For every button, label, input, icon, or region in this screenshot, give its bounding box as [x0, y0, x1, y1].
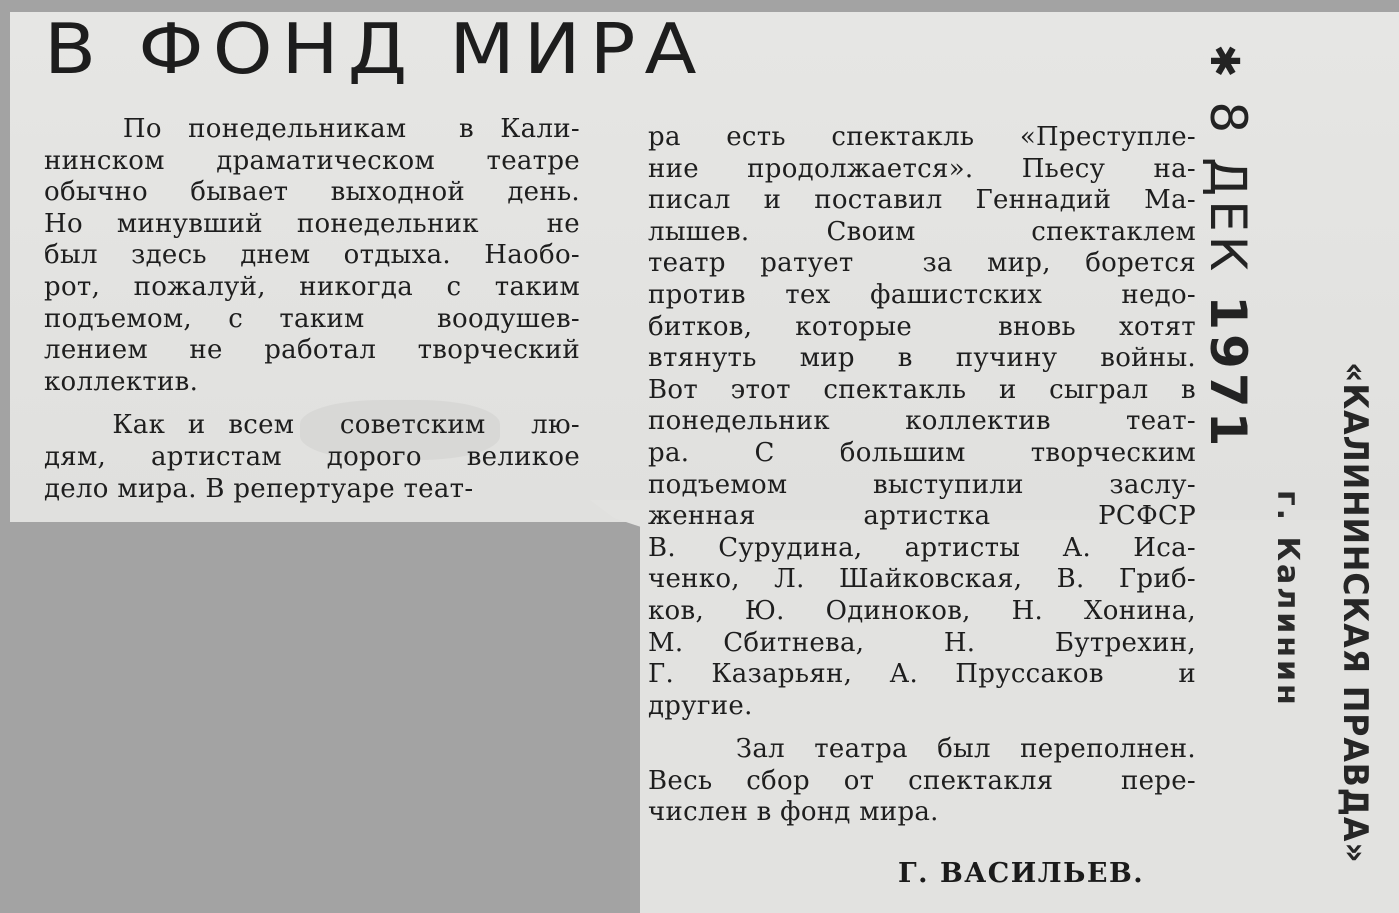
article-text-line: другие.	[648, 690, 753, 721]
article-text-line: писал и поставил Геннадий Ма-	[648, 185, 1196, 216]
article-text-line: обычно бывает выходной день.	[44, 177, 580, 208]
article-text-line: против тех фашистских недо-	[648, 279, 1196, 310]
article-text-line: втянуть мир в пучину войны.	[648, 343, 1196, 374]
article-text-line: По понедельникам в Кали-	[44, 114, 580, 144]
date-stamp-month: ДЕК	[1199, 157, 1257, 276]
article-text-line: ков, Ю. Одиноков, Н. Хонина,	[648, 595, 1196, 626]
article-text-line: Зал театра был переполнен.	[648, 734, 1196, 765]
article-text-line: Вот этот спектакль и сыграл в	[648, 374, 1196, 405]
article-text-line: ра. С большим творческим	[648, 437, 1196, 468]
article-text-line: ченко, Л. Шайковская, В. Гриб-	[648, 564, 1196, 595]
article-text-line: Весь сбор от спектакля пере-	[648, 765, 1196, 796]
article-text-line: Как и всем советским лю-	[44, 410, 580, 441]
paragraph-gap	[44, 398, 580, 410]
article-text-line: понедельник коллектив теат-	[648, 406, 1196, 437]
city-stamp: г. Калинин	[1270, 490, 1305, 708]
article-text-line: театр ратует за мир, борется	[648, 248, 1196, 279]
article-text-line: подъемом, с таким воодушев-	[44, 303, 580, 334]
article-headline: В ФОНД МИРА	[44, 7, 706, 90]
date-stamp-mark: ✱	[1201, 44, 1247, 82]
article-text-line: лением не работал творческий	[44, 335, 580, 366]
article-text-line: подъемом выступили заслу-	[648, 469, 1196, 500]
article-text-line: женная артистка РСФСР	[648, 501, 1196, 532]
article-text-line: В. Сурудина, артисты А. Иса-	[648, 532, 1196, 563]
article-text-line: рот, пожалуй, никогда с таким	[44, 271, 580, 302]
date-stamp-year: 1971	[1199, 295, 1257, 451]
date-stamp	[1199, 44, 1257, 451]
article-text-line: коллектив.	[44, 366, 199, 397]
article-text-line: числен в фонд мира.	[648, 797, 939, 828]
article-text-line: Г. Казарьян, А. Пруссаков и	[648, 659, 1196, 690]
article-text-line: лышев. Своим спектаклем	[648, 216, 1196, 247]
article-text-line: Но минувший понедельник не	[44, 208, 580, 239]
paragraph-gap	[648, 722, 1196, 734]
article-text-line: ра есть спектакль «Преступле-	[648, 122, 1196, 152]
newspaper-name-stamp: «КАЛИНИНСКАЯ ПРАВДА»	[1335, 362, 1375, 864]
article-text-line: был здесь днем отдыха. Наобо-	[44, 240, 580, 271]
article-signature: Г. ВАСИЛЬЕВ.	[898, 858, 1145, 889]
date-stamp-day: 8	[1199, 101, 1257, 138]
article-text-line: нинском драматическом театре	[44, 145, 580, 176]
article-text-line: дям, артистам дорого великое	[44, 441, 580, 472]
article-text-line: битков, которые вновь хотят	[648, 311, 1196, 342]
article-text-line: М. Сбитнева, Н. Бутрехин,	[648, 627, 1196, 658]
article-text-line: ние продолжается». Пьесу на-	[648, 153, 1196, 184]
article-text-line: дело мира. В репертуаре теат-	[44, 473, 474, 504]
article-right-column	[648, 122, 1196, 829]
article-left-column	[44, 114, 580, 505]
